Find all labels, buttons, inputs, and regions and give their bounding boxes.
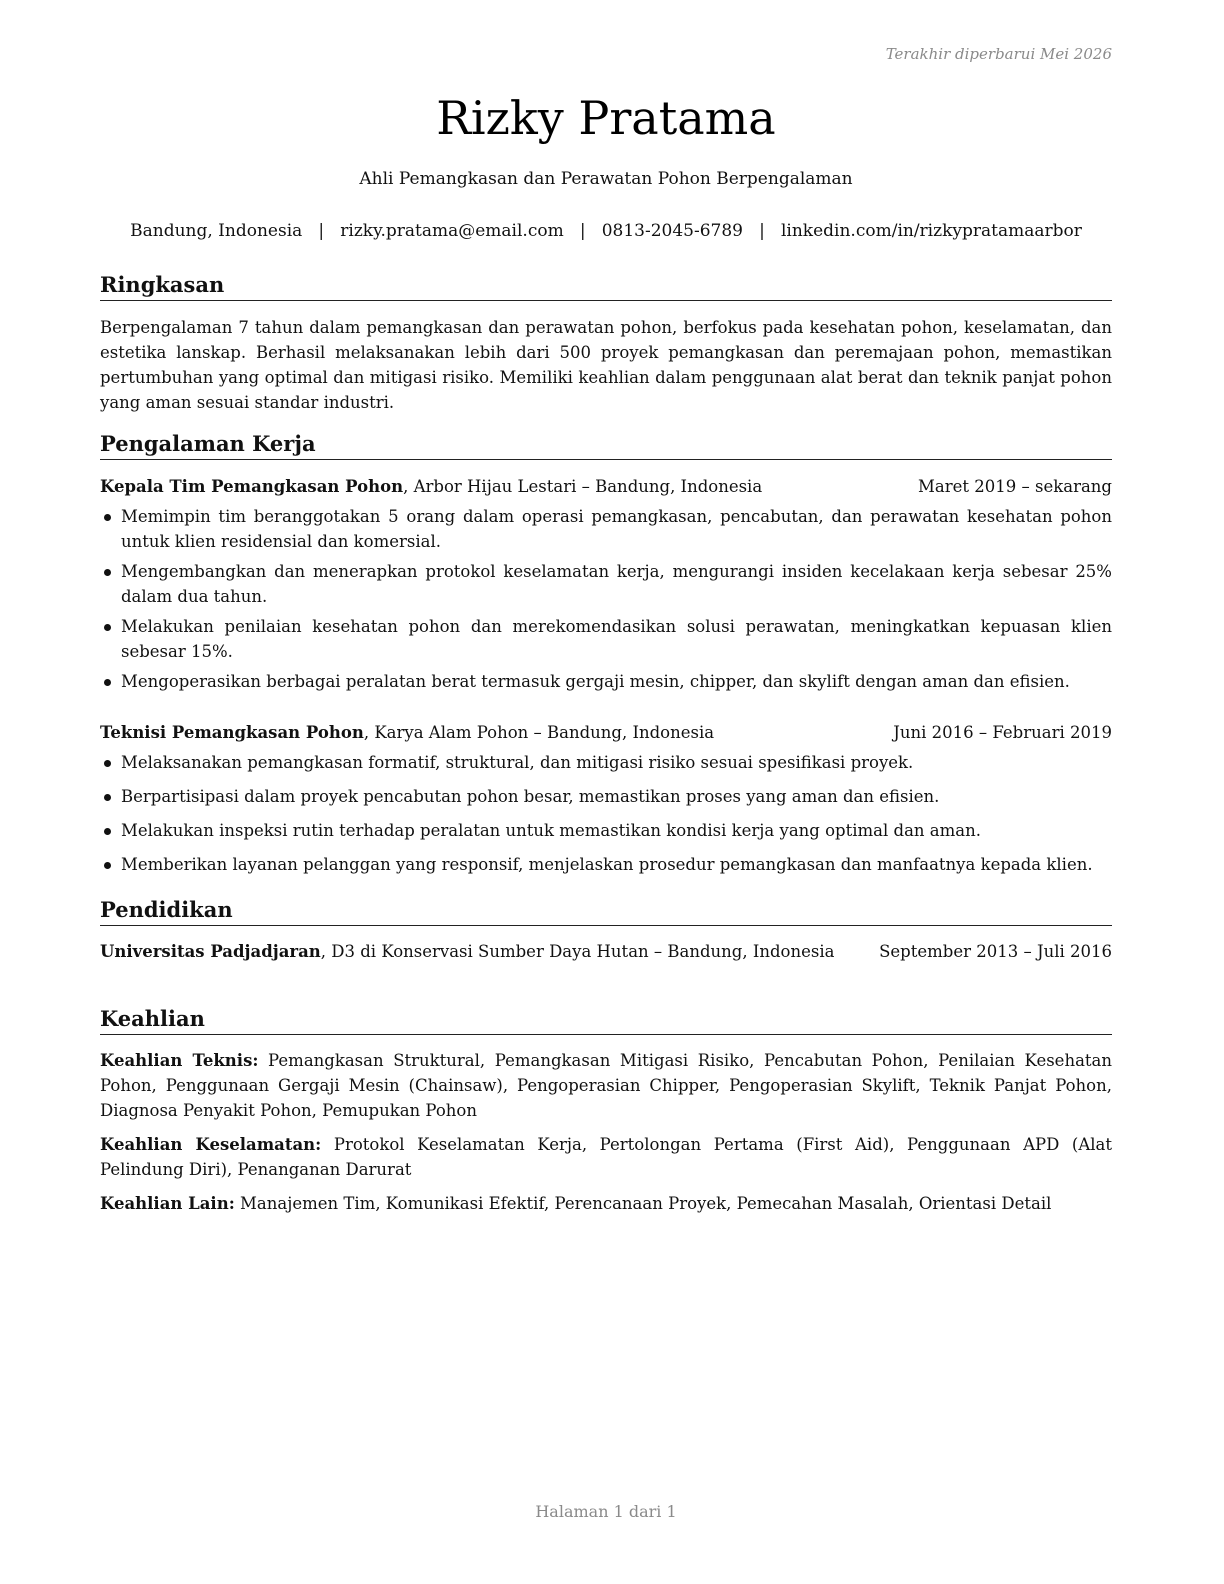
candidate-tagline: Ahli Pemangkasan dan Perawatan Pohon Berpengalaman — [359, 169, 853, 189]
section-title-experience: Pengalaman Kerja — [100, 430, 1112, 460]
section-title-education: Pendidikan — [100, 896, 1112, 926]
job-bullet: Memimpin tim beranggotakan 5 orang dalam operasi pemangkasan, pencabutan, dan perawatan kesehatan pohon untuk klien residensial dan komersial. — [100, 504, 1112, 554]
job-bullets — [100, 504, 1112, 694]
job-company: , Karya Alam Pohon – Bandung, Indonesia — [363, 723, 715, 742]
job-header — [100, 721, 1112, 745]
contact-separator: | — [318, 221, 325, 241]
job-bullet: Melakukan inspeksi rutin terhadap peralatan untuk memastikan kondisi kerja yang optimal dan aman. — [100, 818, 1118, 843]
last-updated-note: Terakhir diperbarui Mei 2026 — [885, 45, 1112, 63]
job-dates: Maret 2019 – sekarang — [918, 477, 1112, 496]
job-company: , Arbor Hijau Lestari – Bandung, Indonesia — [403, 477, 763, 496]
contact-location: Bandung, Indonesia — [130, 221, 303, 241]
contact-separator: | — [759, 221, 765, 241]
section-title-summary: Ringkasan — [100, 271, 1112, 301]
job-bullet: Melaksanakan pemangkasan formatif, struktural, dan mitigasi risiko sesuai spesifikasi proyek. — [100, 750, 1118, 775]
education-school: Universitas Padjadjaran — [100, 942, 321, 961]
contact-phone[interactable]: 0813-2045-6789 — [601, 221, 743, 241]
education-degree: , D3 di Konservasi Sumber Daya Hutan – Bandung, Indonesia — [320, 942, 835, 961]
education-entry — [100, 939, 1112, 964]
skill-group — [100, 1191, 1112, 1216]
skill-group-text: Pemangkasan Struktural, Pemangkasan Mitigasi Risiko, Pencabutan Pohon, Penilaian Kesehatan Pohon, Penggunaan Gergaji Mesin (Chainsaw), Pengoperasian Chipper, Pengoperasian Skylift, Teknik Panjat Pohon, Diagnosa Penyakit Pohon, Pemupukan Pohon — [100, 1051, 1112, 1120]
skill-group-label: Keahlian Teknis: — [100, 1051, 259, 1070]
skill-group — [100, 1132, 1112, 1182]
section-title-skills: Keahlian — [100, 1005, 1112, 1035]
skill-group-text: Protokol Keselamatan Kerja, Pertolongan Pertama (First Aid), Penggunaan APD (Alat Pelindung Diri), Penanganan Darurat — [100, 1135, 1113, 1179]
skill-group-text: Manajemen Tim, Komunikasi Efektif, Perencanaan Proyek, Pemecahan Masalah, Orientasi Detail — [234, 1194, 1052, 1213]
skill-group — [100, 1048, 1112, 1123]
job-header — [100, 475, 1112, 499]
job-dates: Juni 2016 – Februari 2019 — [893, 723, 1112, 742]
resume-page — [100, 0, 1112, 1584]
job-role: Teknisi Pemangkasan Pohon — [100, 723, 364, 742]
contact-email[interactable]: rizky.pratama@email.com — [340, 221, 564, 241]
candidate-name: Rizky Pratama — [436, 91, 776, 145]
job-bullet: Melakukan penilaian kesehatan pohon dan merekomendasikan solusi perawatan, meningkatkan kepuasan klien sebesar 15%. — [100, 614, 1112, 664]
education-dates: September 2013 – Juli 2016 — [879, 942, 1112, 961]
page-number: Halaman 1 dari 1 — [535, 1502, 677, 1521]
job-bullets — [100, 750, 1118, 877]
job-bullet: Berpartisipasi dalam proyek pencabutan pohon besar, memastikan proses yang aman dan efisien. — [100, 784, 1118, 809]
job-role: Kepala Tim Pemangkasan Pohon — [100, 477, 404, 496]
skill-group-label: Keahlian Keselamatan: — [100, 1135, 322, 1154]
contact-line — [100, 220, 1112, 242]
job-bullet: Mengembangkan dan menerapkan protokol keselamatan kerja, mengurangi insiden kecelakaan kerja sebesar 25% dalam dua tahun. — [100, 559, 1112, 609]
summary-text: Berpengalaman 7 tahun dalam pemangkasan dan perawatan pohon, berfokus pada kesehatan pohon, keselamatan, dan estetika lanskap. Berhasil melaksanakan lebih dari 500 proyek pemangkasan dan peremajaan pohon, memastikan pertumbuhan yang optimal dan mitigasi risiko. Memiliki keahlian dalam penggunaan alat berat dan teknik panjat pohon yang aman sesuai standar industri. — [100, 318, 1112, 412]
skill-group-label: Keahlian Lain: — [100, 1194, 235, 1213]
job-bullet: Mengoperasikan berbagai peralatan berat termasuk gergaji mesin, chipper, dan skylift dengan aman dan efisien. — [100, 669, 1112, 694]
contact-linkedin[interactable]: linkedin.com/in/rizkypratamaarbor — [780, 221, 1082, 241]
contact-separator: | — [579, 221, 586, 241]
job-bullet: Memberikan layanan pelanggan yang responsif, menjelaskan prosedur pemangkasan dan manfaatnya kepada klien. — [100, 852, 1118, 877]
